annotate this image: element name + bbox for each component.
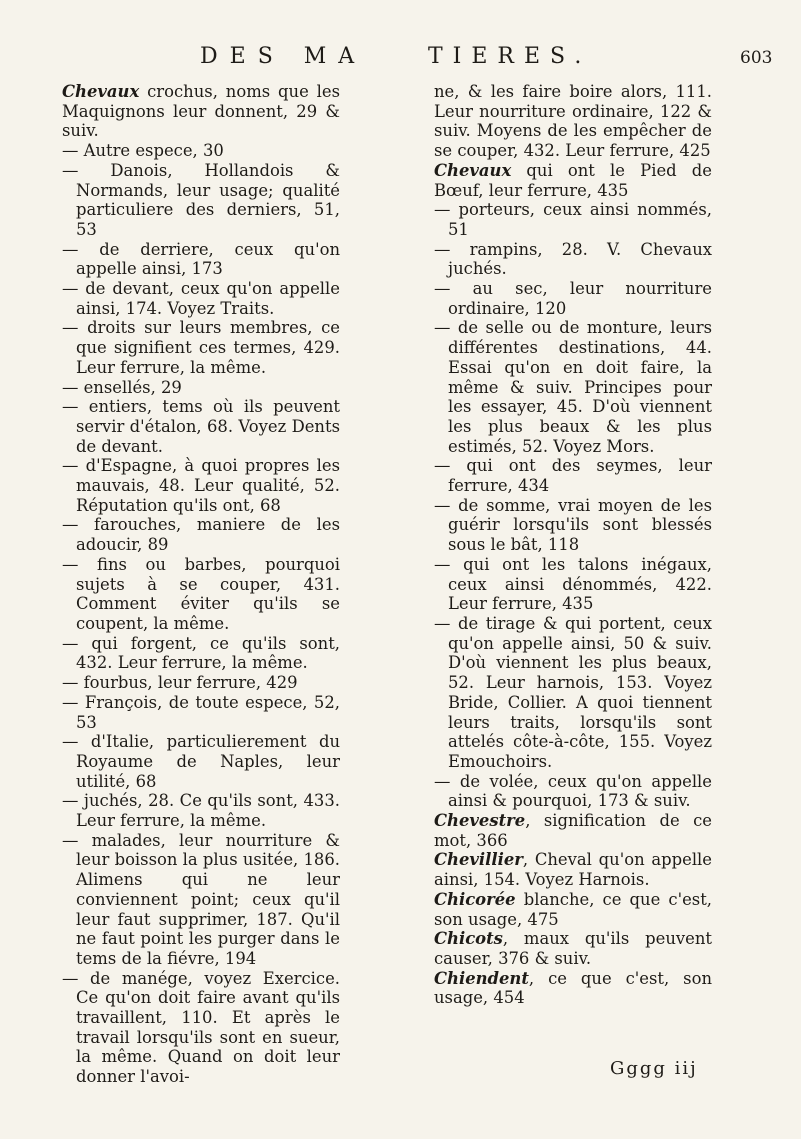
index-entry [62, 791, 340, 830]
index-entry [434, 82, 712, 161]
entry-text: droits sur leurs membres, ce que signifient ces termes, 429. Leur ferrure, la même. [76, 318, 340, 377]
index-entry [434, 200, 712, 239]
entry-text: ensellés, 29 [83, 377, 182, 397]
index-entry [62, 555, 340, 634]
entry-dash [62, 161, 110, 180]
signature-mark: Gggg iij [610, 1058, 698, 1079]
entry-headword: Chevestre [434, 811, 526, 831]
entry-text: entiers, tems où ils peuvent servir d'étalon, 68. Voyez Dents de devant. [76, 397, 340, 456]
entry-dash [434, 240, 470, 259]
entry-dash [434, 614, 458, 633]
entry-dash [434, 496, 458, 515]
entry-text: Danois, Hollandois & Normands, leur usage; qualité particuliere des derniers, 51, 53 [76, 160, 341, 239]
entry-text: , maux qu'ils peuvent causer, 376 & suiv. [434, 929, 712, 968]
entry-text: rampins, 28. V. Chevaux juchés. [448, 239, 712, 279]
entry-dash [62, 732, 91, 751]
index-entry [62, 969, 340, 1087]
index-entry [434, 811, 712, 850]
entry-dash [62, 969, 90, 988]
index-entry [62, 693, 340, 732]
entry-dash [62, 240, 99, 259]
index-entry [62, 397, 340, 456]
entry-text: , signification de ce mot, 366 [434, 811, 712, 850]
running-header [0, 44, 801, 74]
entry-text: de tirage & qui portent, ceux qu'on appelle ainsi, 50 & suiv. D'où viennent les plus beaux, 52. Leur harnois, 153. Voyez Bride, Collier. A quoi tiennent leurs traits, lorsqu'ils sont attelés côte-à-côte, 155. Voyez Emouchoirs. [448, 613, 712, 771]
entry-dash [62, 456, 86, 475]
entry-text: François, de toute espece, 52, 53 [76, 692, 340, 732]
entry-dash [62, 141, 84, 160]
index-entry [62, 279, 340, 318]
entry-dash [434, 456, 466, 475]
index-entry [62, 240, 340, 279]
index-entry [434, 240, 712, 279]
entry-text: fourbus, leur ferrure, 429 [83, 673, 298, 693]
entry-headword: Chevaux [62, 82, 140, 101]
entry-text: de devant, ceux qu'on appelle ainsi, 174. Voyez Traits. [76, 279, 340, 318]
index-entry [434, 555, 712, 614]
entry-dash [62, 634, 91, 653]
entry-text: fins ou barbes, pourquoi sujets à se couper, 431. Comment éviter qu'ils se coupent, la même. [76, 554, 341, 633]
index-entry [434, 890, 712, 929]
entry-dash [434, 555, 463, 574]
entry-headword: Chicorée [434, 889, 516, 909]
entry-text: malades, leur nourriture & leur boisson la plus usitée, 186. Alimens qui ne leur conviennent point; ceux qu'il leur faut supprimer, 187. Qu'il ne faut point les purger dans le tems de la fiévre, 194 [76, 830, 340, 968]
index-entry [434, 279, 712, 318]
entry-text: juchés, 28. Ce qu'ils sont, 433. Leur ferrure, la même. [76, 791, 340, 831]
index-entry [434, 614, 712, 772]
entry-text: qui ont des seymes, leur ferrure, 434 [448, 456, 712, 496]
entry-text: crochus, noms que les Maquignons leur donnent, 29 & suiv. [62, 82, 340, 141]
index-entry [62, 82, 340, 141]
entry-headword: Chicots [434, 929, 503, 949]
index-entry [62, 831, 340, 969]
index-entry [62, 161, 340, 240]
entry-text: Autre espece, 30 [83, 141, 224, 161]
right-column [434, 82, 712, 1008]
entry-dash [62, 831, 92, 850]
entry-dash [62, 378, 84, 397]
index-entry [62, 732, 340, 791]
entry-dash [62, 397, 89, 416]
entry-text: au sec, leur nourriture ordinaire, 120 [448, 279, 712, 318]
index-entry [434, 456, 712, 495]
header-left: DES MA [200, 44, 367, 69]
index-entry [434, 161, 712, 200]
index-entry [434, 496, 712, 555]
entry-dash [62, 279, 85, 298]
left-column [62, 82, 340, 1087]
entry-text: farouches, maniere de les adoucir, 89 [76, 515, 340, 555]
entry-text: de somme, vrai moyen de les guérir lorsqu'ils sont blessés sous le bât, 118 [448, 495, 712, 555]
entry-text: qui ont les talons inégaux, ceux ainsi dénommés, 422. Leur ferrure, 435 [448, 554, 712, 614]
entry-headword: Chiendent [434, 968, 529, 988]
entry-dash [434, 279, 473, 298]
index-entry [62, 515, 340, 554]
entry-dash [62, 693, 85, 712]
index-entry [62, 634, 340, 673]
index-entry [62, 673, 340, 693]
entry-dash [62, 515, 94, 534]
entry-text: d'Espagne, à quoi propres les mauvais, 48. Leur qualité, 52. Réputation qu'ils ont, 68 [76, 456, 340, 515]
entry-text: , ce que c'est, son usage, 454 [434, 968, 712, 1008]
index-entry [434, 318, 712, 456]
entry-text: qui ont le Pied de Bœuf, leur ferrure, 435 [434, 160, 712, 200]
entry-text: blanche, ce que c'est, son usage, 475 [434, 889, 712, 929]
page-number: 603 [740, 48, 773, 68]
entry-text: de derriere, ceux qu'on appelle ainsi, 173 [76, 239, 341, 279]
index-entry [434, 929, 712, 968]
index-entry [62, 318, 340, 377]
entry-text: porteurs, ceux ainsi nommés, 51 [448, 200, 712, 239]
entry-dash [434, 772, 460, 791]
entry-dash [62, 318, 87, 337]
entry-text: ne, & les faire boire alors, 111. Leur nourriture ordinaire, 122 & suiv. Moyens de les empêcher de se couper, 432. Leur ferrure, 425 [434, 82, 712, 161]
index-entry [62, 378, 340, 398]
header-right: TIERES. [428, 44, 592, 69]
entry-text: de selle ou de monture, leurs différentes destinations, 44. Essai qu'on en doit faire, la même & suiv. Principes pour les essayer, 45. D'où viennent les plus beaux & les plus estimés, 52. Voyez Mors. [448, 318, 712, 456]
index-entry [62, 141, 340, 161]
index-entry [434, 850, 712, 889]
index-entry [434, 969, 712, 1008]
index-entry [62, 456, 340, 515]
entry-text: de manége, voyez Exercice. Ce qu'on doit faire avant qu'ils travaillent, 110. Et après le travail lorsqu'ils sont en sueur, la même. Quand on doit leur donner l'avoi- [76, 968, 340, 1087]
entry-headword: Chevillier [434, 850, 523, 870]
entry-dash [62, 555, 97, 574]
entry-text: de volée, ceux qu'on appelle ainsi & pourquoi, 173 & suiv. [448, 771, 713, 811]
entry-dash [62, 791, 84, 810]
entry-text: , Cheval qu'on appelle ainsi, 154. Voyez Harnois. [434, 850, 712, 890]
entry-text: d'Italie, particulierement du Royaume de Naples, leur utilité, 68 [76, 732, 340, 791]
entry-dash [434, 318, 458, 337]
entry-dash [62, 673, 84, 692]
entry-headword: Chevaux [434, 160, 512, 180]
entry-dash [434, 200, 458, 219]
index-entry [434, 772, 712, 811]
entry-text: qui forgent, ce qu'ils sont, 432. Leur ferrure, la même. [76, 633, 340, 673]
